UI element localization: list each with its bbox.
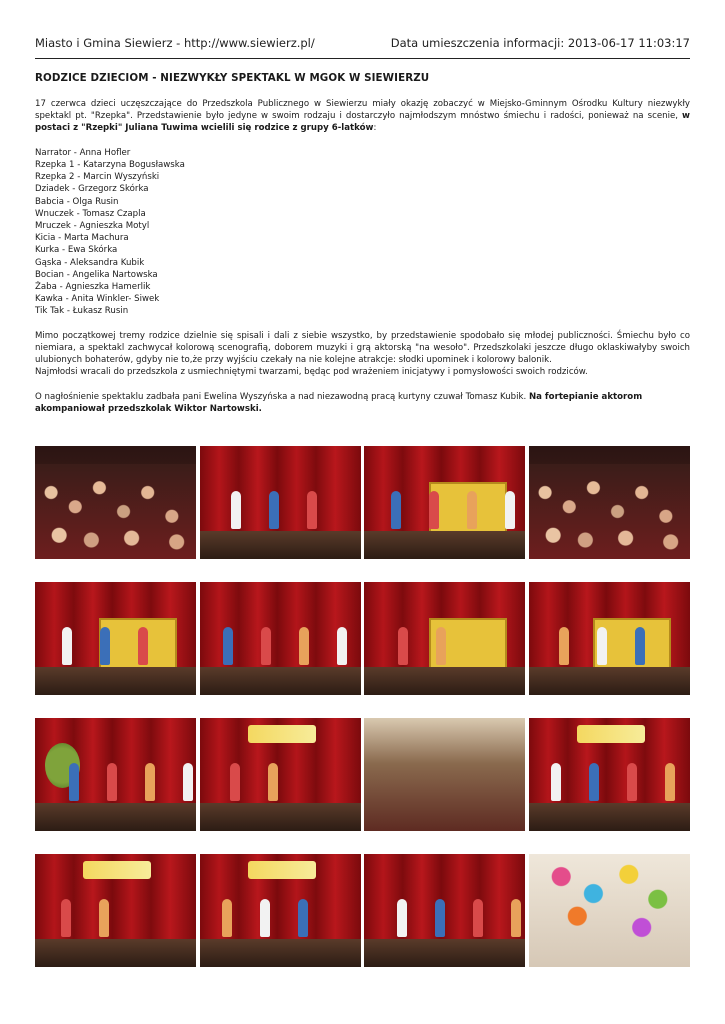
gallery-row	[35, 854, 690, 967]
photo-gallery	[35, 446, 690, 990]
photo-figure	[627, 763, 637, 801]
cast-item: Żaba - Agnieszka Hamerlik	[35, 282, 151, 293]
gallery-photo[interactable]	[364, 718, 525, 831]
cast-item: Gąska - Aleksandra Kubik	[35, 257, 145, 268]
cast-item: Tik Tak - Łukasz Rusin	[35, 306, 129, 317]
gallery-row	[35, 446, 690, 559]
photo-figure	[551, 763, 561, 801]
photo-figure	[107, 763, 117, 801]
photo-figure	[337, 627, 347, 665]
cast-item: Kurka - Ewa Skórka	[35, 245, 118, 256]
intro-end: :	[373, 123, 377, 134]
cast-item: Narrator - Anna Hofler	[35, 147, 131, 158]
cast-list	[35, 147, 690, 318]
paragraph-4-bold-text: Na fortepianie aktorom akompaniował przedszkolak Wiktor Nartowski.	[35, 391, 643, 415]
photo-figure	[597, 627, 607, 665]
gallery-photo[interactable]	[200, 446, 361, 559]
photo-figure	[61, 899, 71, 937]
photo-figure	[260, 899, 270, 937]
page-header	[35, 36, 690, 50]
photo-figure	[436, 627, 446, 665]
paragraph-4	[35, 391, 690, 415]
gallery-photo[interactable]	[35, 582, 196, 695]
photo-figure	[505, 491, 515, 529]
source-label: Miasto i Gmina Siewierz - http://www.siewierz.pl/	[35, 36, 315, 50]
gallery-photo[interactable]	[35, 446, 196, 559]
photo-figure	[307, 491, 317, 529]
photo-figure	[62, 627, 72, 665]
gallery-row	[35, 582, 690, 695]
gallery-photo[interactable]	[364, 446, 525, 559]
photo-figure	[473, 899, 483, 937]
gallery-photo[interactable]	[529, 582, 690, 695]
intro-text: 17 czerwca dzieci uczęszczające do Przedszkola Publicznego w Siewierzu miały okazję zobaczyć w Miejsko-Gminnym Ośrodku Kultury niezwykły spektakl pt. "Rzepka". Przedstawienie było jedyne w swoim rodzaju i dostarczyło najmłodszym mnóstwo śmiechu i radości, ponieważ na scenie,	[35, 99, 690, 122]
photo-figure	[222, 899, 232, 937]
photo-figure	[268, 763, 278, 801]
photo-figure	[183, 763, 193, 801]
gallery-photo[interactable]	[529, 718, 690, 831]
photo-figure	[223, 627, 233, 665]
photo-figure	[100, 627, 110, 665]
cast-item: Wnuczek - Tomasz Czapla	[35, 208, 146, 219]
paragraph-3	[35, 366, 690, 378]
photo-figure	[391, 491, 401, 529]
header-divider	[35, 58, 690, 59]
cast-item: Rzepka 2 - Marcin Wyszyński	[35, 172, 160, 183]
photo-figure	[99, 899, 109, 937]
gallery-photo[interactable]	[364, 582, 525, 695]
gallery-photo[interactable]	[35, 718, 196, 831]
photo-figure	[145, 763, 155, 801]
gallery-photo[interactable]	[35, 854, 196, 967]
photo-figure	[269, 491, 279, 529]
cast-item: Kicia - Marta Machura	[35, 233, 129, 244]
intro-paragraph	[35, 98, 690, 135]
cast-item: Kawka - Anita Winkler- Siwek	[35, 294, 160, 305]
paragraph-3-text: Najmłodsi wracali do przedszkola z usmiechniętymi twarzami, będąc pod wrażeniem inicjatywy i pomysłowości swoich rodziców.	[35, 367, 588, 378]
photo-figure	[231, 491, 241, 529]
photo-figure	[397, 899, 407, 937]
gallery-photo[interactable]	[200, 718, 361, 831]
gallery-photo[interactable]	[200, 582, 361, 695]
photo-figure	[435, 899, 445, 937]
photo-figure	[511, 899, 521, 937]
cast-item: Dziadek - Grzegorz Skórka	[35, 184, 149, 195]
gallery-photo[interactable]	[364, 854, 525, 967]
gallery-photo[interactable]	[529, 854, 690, 967]
photo-figure	[69, 763, 79, 801]
paragraph-2-text: Mimo początkowej tremy rodzice dzielnie się spisali i dali z siebie wszystko, by przedstawienie spodobało się młodej publiczności. Śmiechu było co niemiara, a spektakl zachwycał kolorową scenografią, doborem muzyki i grą aktorską "na wesoło". Przedszkolaki jeszcze długo oklaskiwałyby swoich ulubionych bohaterów, gdyby nie to,że przy wyjściu czekały na nie kolejne atrakcje: słodki upominek i kolorowy balonik.	[35, 330, 690, 366]
photo-figure	[589, 763, 599, 801]
photo-figure	[299, 627, 309, 665]
paragraph-4-text: O nagłośnienie spektaklu zadbała pani Ewelina Wyszyńska a nad niezawodną pracą kurtyny czuwał Tomasz Kubik.	[35, 391, 529, 402]
photo-figure	[665, 763, 675, 801]
cast-item: Babcia - Olga Rusin	[35, 196, 119, 207]
intro-bold-text: w postaci z "Rzepki" Juliana Tuwima wcielili się rodzice z grupy 6-latków	[35, 111, 690, 134]
photo-figure	[467, 491, 477, 529]
gallery-photo[interactable]	[529, 446, 690, 559]
photo-figure	[261, 627, 271, 665]
article-body	[35, 98, 690, 415]
cast-item: Rzepka 1 - Katarzyna Bogusławska	[35, 160, 185, 170]
article-title: RODZICE DZIECIOM - NIEZWYKŁY SPEKTAKL W MGOK W SIEWIERZU	[35, 72, 430, 84]
gallery-photo[interactable]	[200, 854, 361, 967]
gallery-row	[35, 718, 690, 831]
cast-item: Bocian - Angelika Nartowska	[35, 269, 158, 280]
date-label: Data umieszczenia informacji: 2013-06-17 11:03:17	[390, 36, 690, 50]
photo-figure	[429, 491, 439, 529]
photo-figure	[559, 627, 569, 665]
paragraph-2	[35, 330, 690, 367]
photo-figure	[230, 763, 240, 801]
photo-figure	[398, 627, 408, 665]
photo-figure	[138, 627, 148, 665]
photo-figure	[298, 899, 308, 937]
cast-item: Mruczek - Agnieszka Motyl	[35, 221, 150, 232]
photo-figure	[635, 627, 645, 665]
